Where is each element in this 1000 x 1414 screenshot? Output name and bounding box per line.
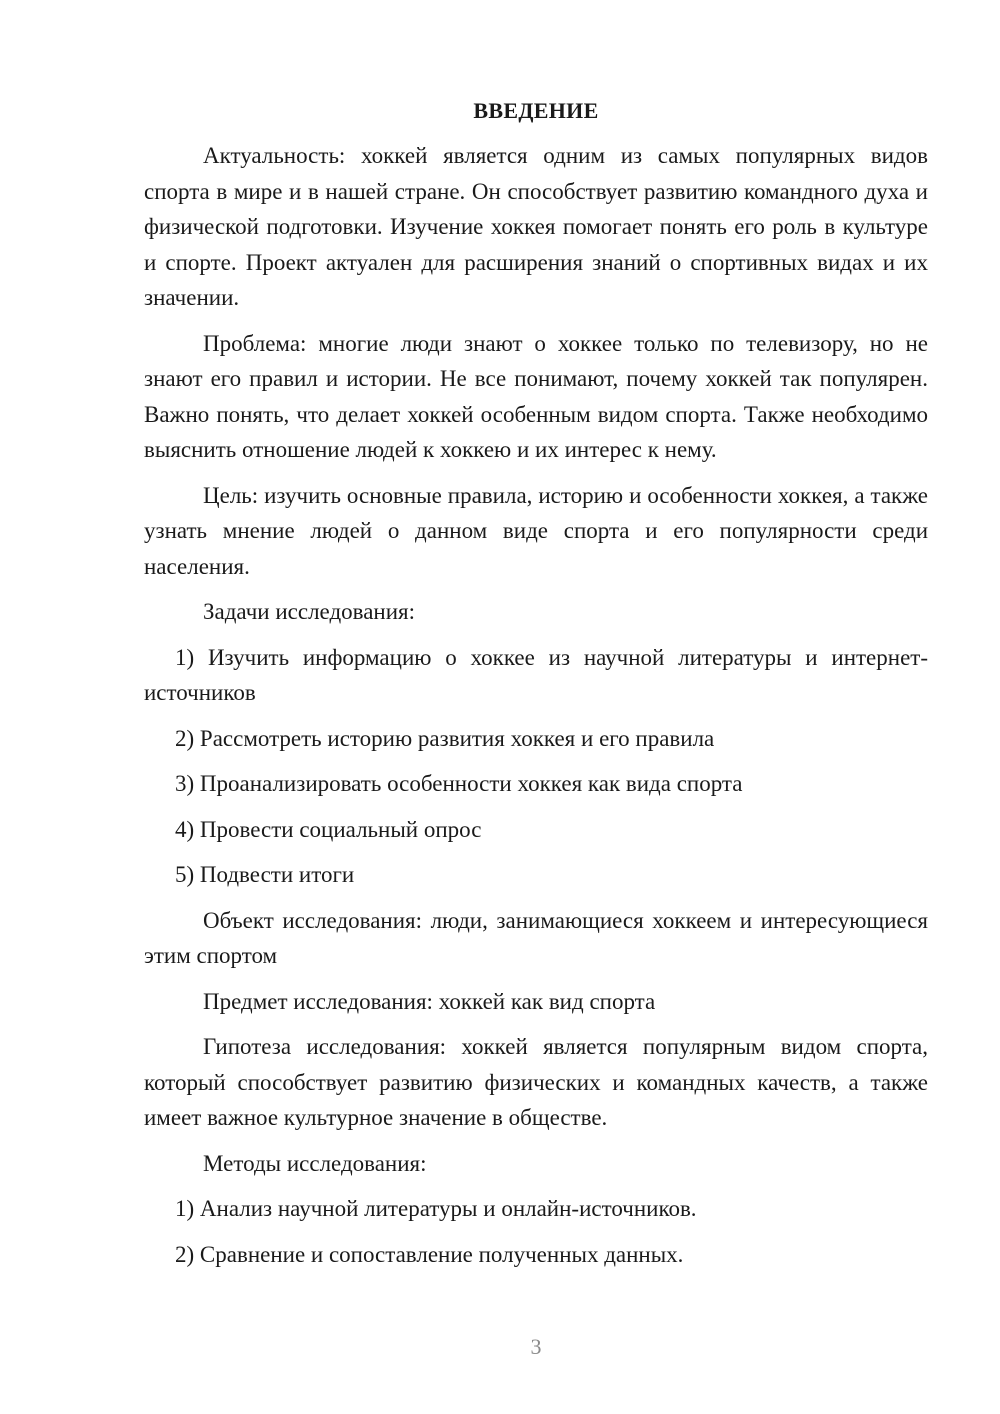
task-item-3: 3) Проанализировать особенности хоккея как вида спорта (175, 771, 743, 796)
page-number: 3 (530, 1334, 542, 1359)
task-item-4: 4) Провести социальный опрос (175, 816, 482, 842)
page-title: ВВЕДЕНИЕ (473, 98, 599, 123)
method-item-2: 2) Сравнение и сопоставление полученных данных. (175, 1241, 684, 1267)
task-item-5: 5) Подвести итоги (175, 862, 355, 887)
task-item-2: 2) Рассмотреть историю развития хоккея и его правила (175, 725, 715, 751)
method-item-1: 1) Анализ научной литературы и онлайн-источников. (175, 1196, 697, 1221)
hypothesis-paragraph: Гипотеза исследования: хоккей является популярным видом спорта, который способствует развитию физических и командных качеств, а также имеет важное культурное значение в обществе. (144, 1034, 928, 1130)
page-content (144, 96, 928, 1272)
tasks-title: Задачи исследования: (203, 599, 416, 624)
problem-paragraph: Проблема: многие люди знают о хоккее только по телевизору, но не знают его правил и истории. Не все понимают, почему хоккей так популярен. Важно понять, что делает хоккей особенным видом спорта. Также необходимо выяснить отношение людей к хоккею и их интерес к нему. (144, 330, 928, 462)
relevance-paragraph: Актуальность: хоккей является одним из самых популярных видов спорта в мире и в нашей стране. Он способствует развитию командного духа и физической подготовки. Изучение хоккея помогает понять его роль в культуре и спорте. Проект актуален для расширения знаний о спортивных видах и их значении. (144, 143, 928, 310)
subject-paragraph: Предмет исследования: хоккей как вид спорта (203, 988, 656, 1014)
methods-title: Методы исследования: (203, 1150, 427, 1176)
goal-paragraph: Цель: изучить основные правила, историю и особенности хоккея, а также узнать мнение людей о данном виде спорта и его популярности среди населения. (144, 482, 928, 579)
object-paragraph: Объект исследования: люди, занимающиеся хоккеем и интересующиеся этим спортом (144, 907, 928, 968)
task-item-1: 1) Изучить информацию о хоккее из научной литературы и интернет-источников (144, 644, 928, 705)
